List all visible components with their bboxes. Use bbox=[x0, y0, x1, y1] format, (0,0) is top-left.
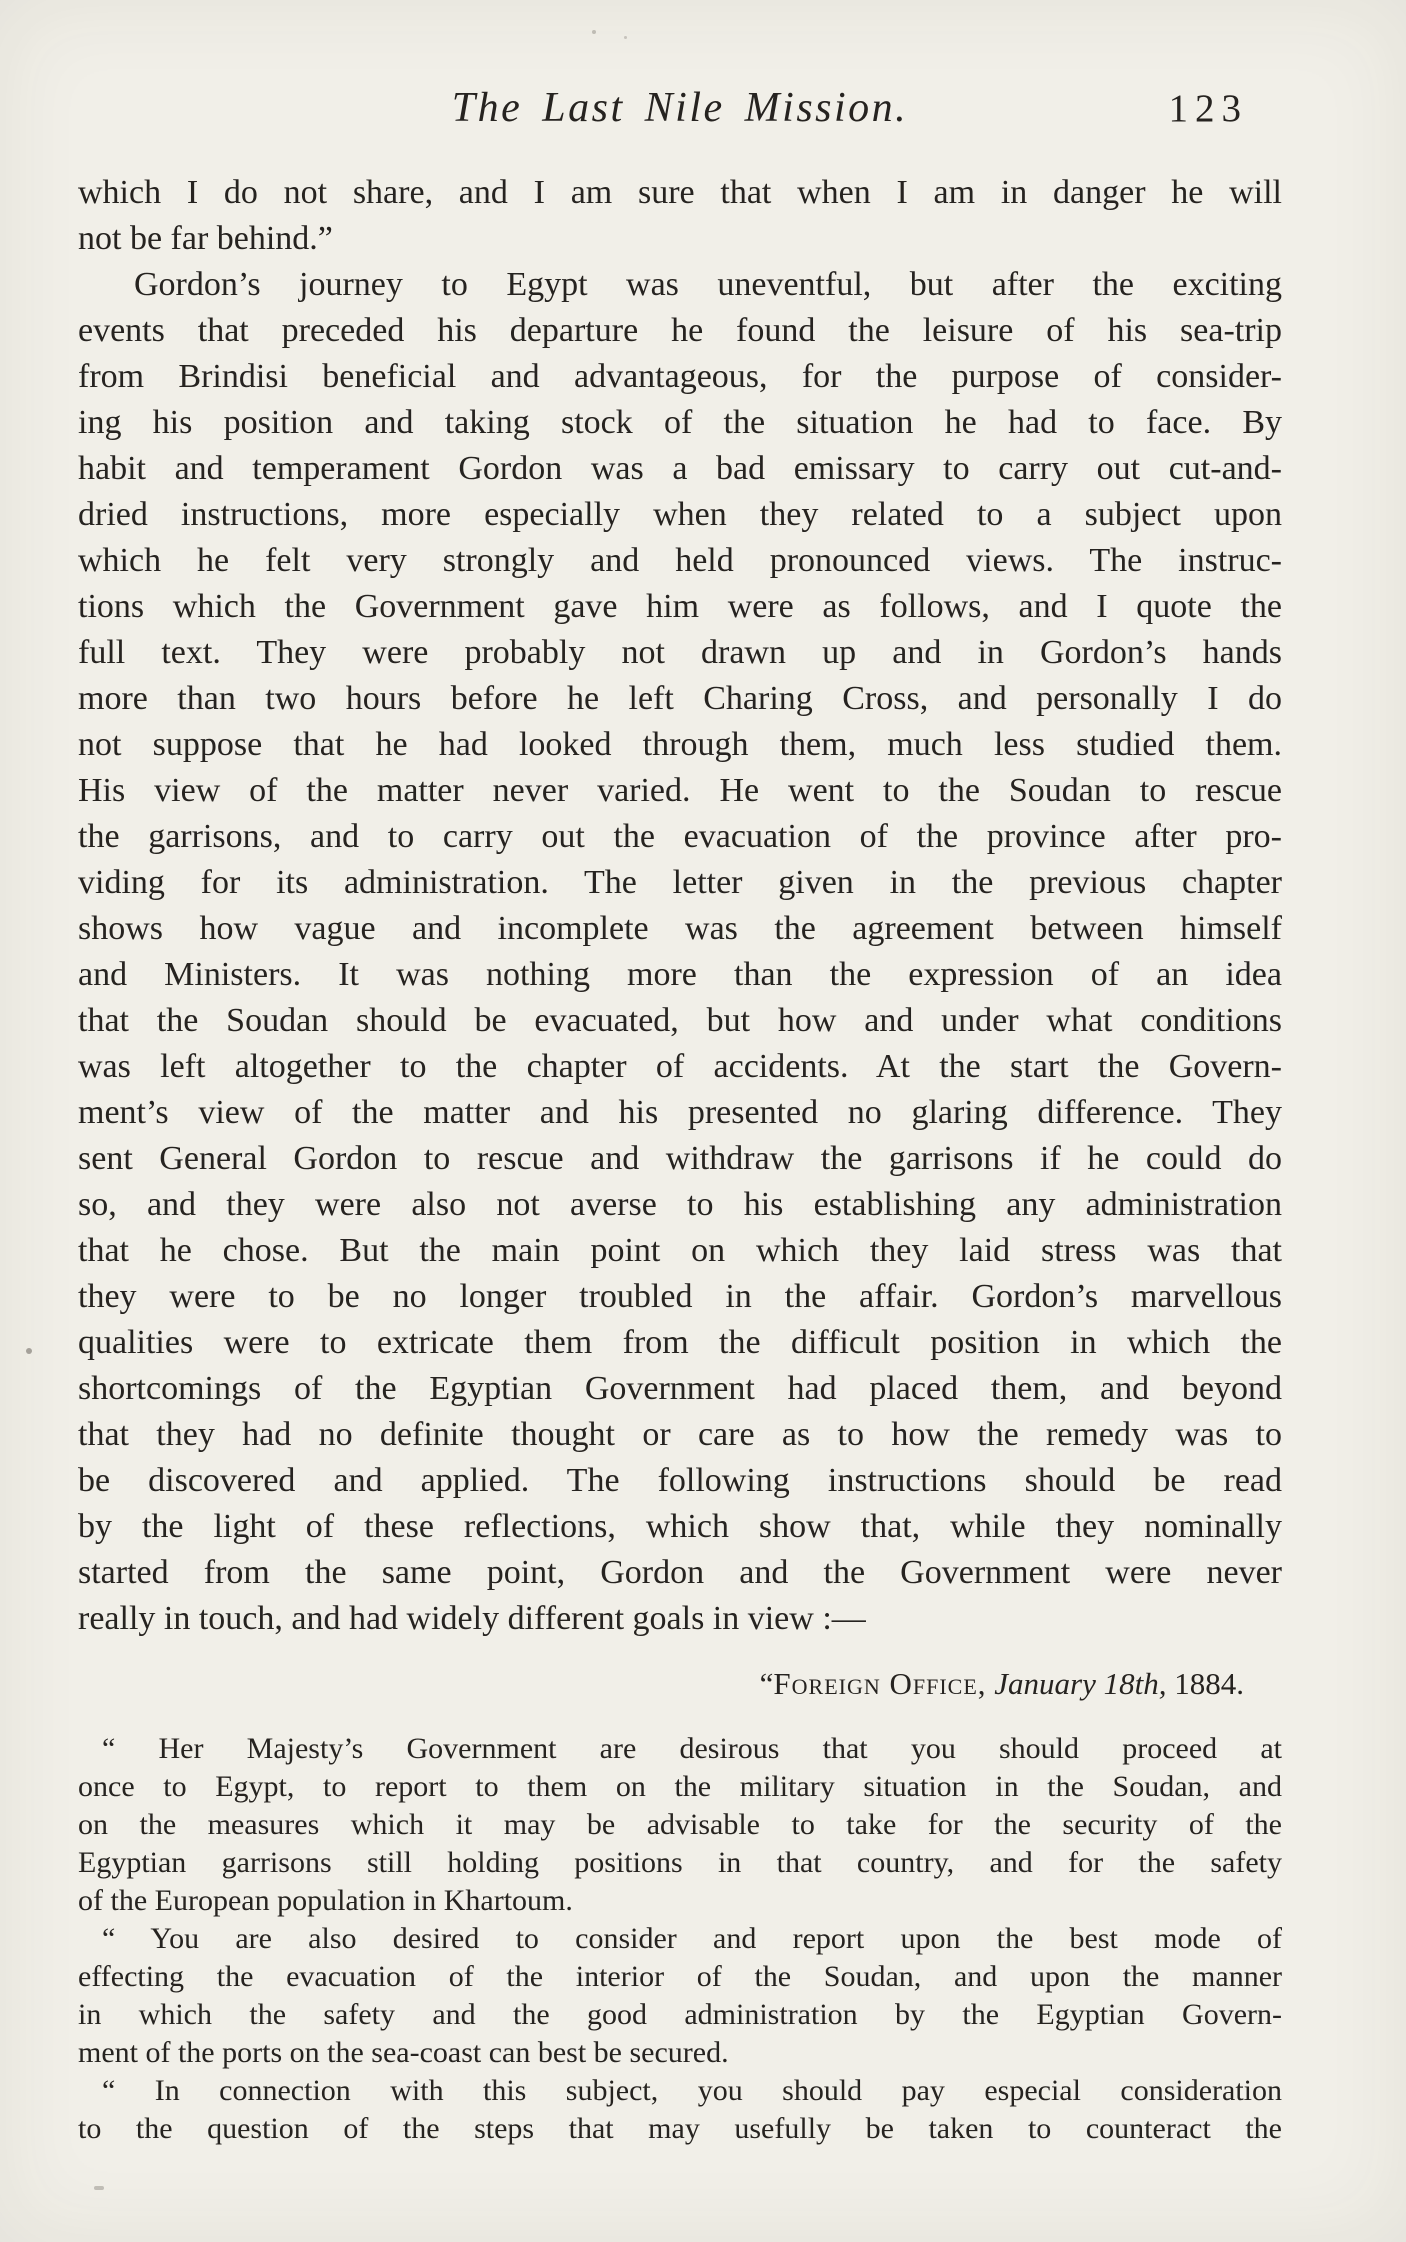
text-line: full text. They were probably not drawn up and in Gordon’s hands bbox=[78, 634, 1282, 671]
text-line: which I do not share, and I am sure that when I am in danger he will bbox=[78, 174, 1282, 211]
paragraph bbox=[78, 1730, 1282, 1920]
page-number: 123 bbox=[1168, 87, 1248, 130]
text-line: that he chose. But the main point on which they laid stress was that bbox=[78, 1232, 1282, 1269]
scan-artifact bbox=[624, 36, 627, 39]
text-column bbox=[78, 170, 1282, 2148]
paragraph bbox=[78, 262, 1282, 1642]
text-line: they were to be no longer troubled in the affair. Gordon’s marvellous bbox=[78, 1278, 1282, 1315]
text-line: in which the safety and the good administration by the Egyptian Govern- bbox=[78, 1998, 1282, 2031]
text-line: was left altogether to the chapter of accidents. At the start the Govern- bbox=[78, 1048, 1282, 1085]
text-line: the garrisons, and to carry out the evacuation of the province after pro- bbox=[78, 818, 1282, 855]
text-line: His view of the matter never varied. He went to the Soudan to rescue bbox=[78, 772, 1282, 809]
text-line: of the European population in Khartoum. bbox=[78, 1884, 573, 1917]
page-title: The Last Nile Mission. bbox=[451, 85, 909, 131]
dateline-open-quote: “ bbox=[759, 1666, 774, 1701]
text-line: effecting the evacuation of the interior of the Soudan, and upon the manner bbox=[78, 1960, 1282, 1993]
text-line: started from the same point, Gordon and the Government were never bbox=[78, 1554, 1282, 1591]
dateline-year: 1884. bbox=[1174, 1666, 1244, 1701]
text-line: “ In connection with this subject, you should pay especial consideration bbox=[102, 2074, 1282, 2107]
text-line: be discovered and applied. The following instructions should be read bbox=[78, 1462, 1282, 1499]
text-line: tions which the Government gave him were as follows, and I quote the bbox=[78, 588, 1282, 625]
text-line: shows how vague and incomplete was the agreement between himself bbox=[78, 910, 1282, 947]
text-line: once to Egypt, to report to them on the military situation in the Soudan, and bbox=[78, 1770, 1282, 1803]
text-line: from Brindisi beneficial and advantageous, for the purpose of consider- bbox=[78, 358, 1282, 395]
dateline-date: January 18th, bbox=[994, 1666, 1167, 1701]
text-line: “ Her Majesty’s Government are desirous that you should proceed at bbox=[102, 1732, 1282, 1765]
text-line: that the Soudan should be evacuated, but how and under what conditions bbox=[78, 1002, 1282, 1039]
text-line: ment of the ports on the sea-coast can best be secured. bbox=[78, 2036, 729, 2069]
main-text-block bbox=[78, 170, 1282, 1642]
text-line: “ You are also desired to consider and report upon the best mode of bbox=[102, 1922, 1282, 1955]
text-line: really in touch, and had widely different goals in view :— bbox=[78, 1600, 866, 1637]
text-line: which he felt very strongly and held pronounced views. The instruc- bbox=[78, 542, 1282, 579]
text-line: not be far behind.” bbox=[78, 220, 333, 257]
text-line: dried instructions, more especially when they related to a subject upon bbox=[78, 496, 1282, 533]
text-line: that they had no definite thought or care as to how the remedy was to bbox=[78, 1416, 1282, 1453]
text-line: ment’s view of the matter and his presented no glaring difference. They bbox=[78, 1094, 1282, 1131]
text-line: on the measures which it may be advisable to take for the security of the bbox=[78, 1808, 1282, 1841]
dateline bbox=[78, 1664, 1282, 1704]
text-line: to the question of the steps that may usefully be taken to counteract the bbox=[78, 2112, 1282, 2145]
paragraph bbox=[78, 2072, 1282, 2148]
paragraph bbox=[78, 170, 1282, 262]
text-line: viding for its administration. The letter given in the previous chapter bbox=[78, 864, 1282, 901]
text-line: so, and they were also not averse to his establishing any administration bbox=[78, 1186, 1282, 1223]
text-line: more than two hours before he left Charing Cross, and personally I do bbox=[78, 680, 1282, 717]
text-line: Egyptian garrisons still holding positions in that country, and for the safety bbox=[78, 1846, 1282, 1879]
text-line: and Ministers. It was nothing more than the expression of an idea bbox=[78, 956, 1282, 993]
text-line: Gordon’s journey to Egypt was uneventful, but after the exciting bbox=[134, 266, 1282, 303]
text-line: shortcomings of the Egyptian Government had placed them, and beyond bbox=[78, 1370, 1282, 1407]
scan-artifact bbox=[26, 1348, 32, 1354]
text-line: qualities were to extricate them from the difficult position in which the bbox=[78, 1324, 1282, 1361]
page-header bbox=[78, 84, 1282, 148]
text-line: events that preceded his departure he found the leisure of his sea-trip bbox=[78, 312, 1282, 349]
text-line: sent General Gordon to rescue and withdraw the garrisons if he could do bbox=[78, 1140, 1282, 1177]
text-line: by the light of these reflections, which show that, while they nominally bbox=[78, 1508, 1282, 1545]
text-line: not suppose that he had looked through them, much less studied them. bbox=[78, 726, 1282, 763]
paragraph bbox=[78, 1920, 1282, 2072]
scan-artifact bbox=[592, 30, 596, 34]
text-line: habit and temperament Gordon was a bad emissary to carry out cut-and- bbox=[78, 450, 1282, 487]
quote-block bbox=[78, 1730, 1282, 2148]
dateline-office: Foreign Office, bbox=[773, 1666, 987, 1701]
scan-artifact bbox=[94, 2186, 104, 2190]
text-line: ing his position and taking stock of the situation he had to face. By bbox=[78, 404, 1282, 441]
